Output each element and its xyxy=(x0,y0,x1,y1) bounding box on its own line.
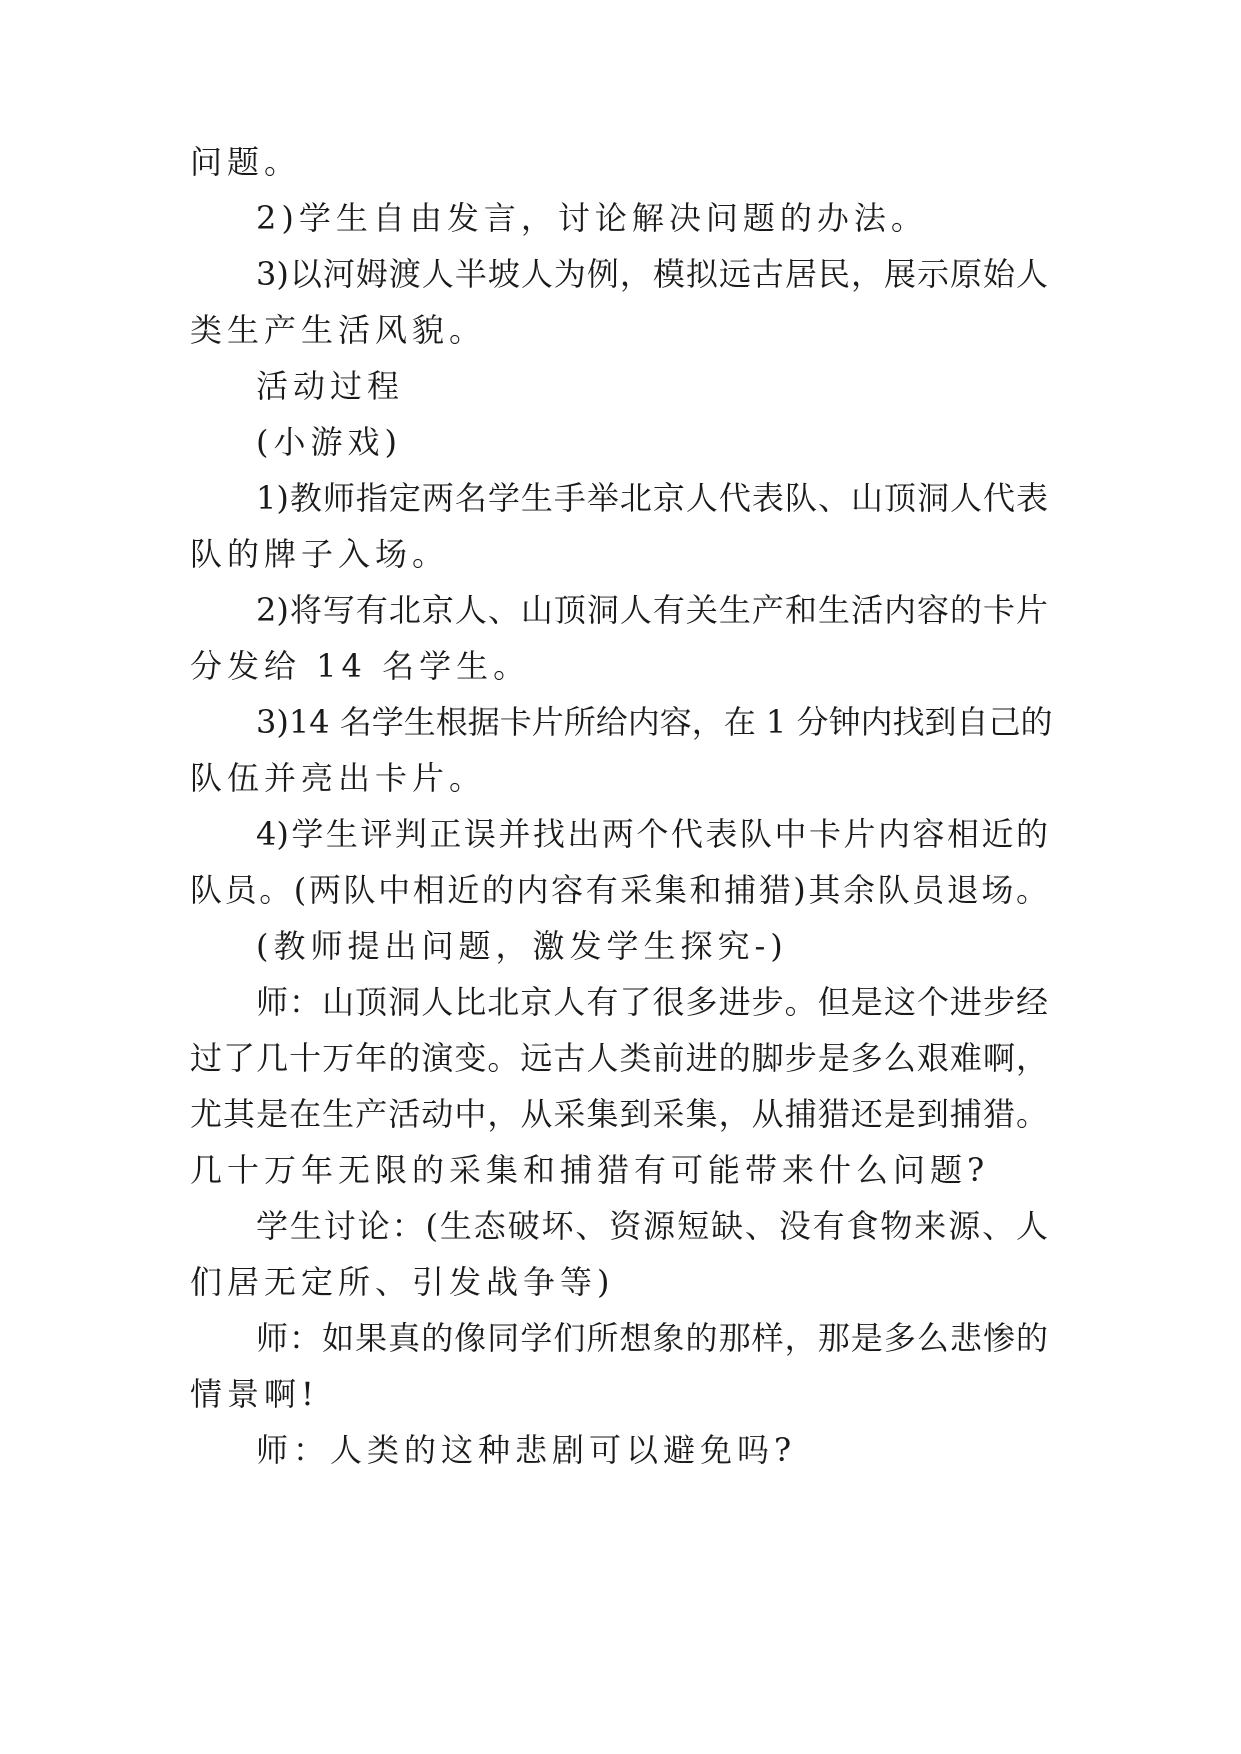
text-line: 师：山顶洞人比北京人有了很多进步。但是这个进步经 xyxy=(256,983,1048,1021)
text-line: 活动过程 xyxy=(256,367,405,405)
text-line: 队的牌子入场。 xyxy=(190,535,450,573)
text-line: 几十万年无限的采集和捕猎有可能带来什么问题? xyxy=(190,1151,990,1189)
text-line: 过了几十万年的演变。远古人类前进的脚步是多么艰难啊， xyxy=(190,1039,1048,1077)
text-line: 2)学生自由发言，讨论解决问题的办法。 xyxy=(256,199,928,237)
text-line: 师：如果真的像同学们所想象的那样，那是多么悲惨的 xyxy=(256,1319,1048,1357)
text-line: 们居无定所、引发战争等) xyxy=(190,1263,615,1301)
text-line: 情景啊! xyxy=(190,1375,319,1413)
text-line: (小游戏) xyxy=(256,423,402,461)
text-line: 问题。 xyxy=(190,143,302,181)
text-line: 3)以河姆渡人半坡人为例，模拟远古居民，展示原始人 xyxy=(256,255,1048,293)
text-line: 1)教师指定两名学生手举北京人代表队、山顶洞人代表 xyxy=(256,479,1048,517)
text-line: 4)学生评判正误并找出两个代表队中卡片内容相近的 xyxy=(256,815,1048,853)
text-line: 2)将写有北京人、山顶洞人有关生产和生活内容的卡片 xyxy=(256,591,1048,629)
text-line: 队伍并亮出卡片。 xyxy=(190,759,487,797)
text-line: (教师提出问题，激发学生探究-) xyxy=(256,927,788,965)
text-line: 尤其是在生产活动中，从采集到采集，从捕猎还是到捕猎。 xyxy=(190,1095,1048,1133)
text-line: 类生产生活风貌。 xyxy=(190,311,487,349)
text-line: 师：人类的这种悲剧可以避免吗? xyxy=(256,1431,797,1469)
text-line: 队员。(两队中相近的内容有采集和捕猎)其余队员退场。 xyxy=(190,871,1048,909)
text-line: 3)14 名学生根据卡片所给内容，在 1 分钟内找到自己的 xyxy=(256,703,1053,741)
text-line: 分发给 14 名学生。 xyxy=(190,647,531,685)
text-line: 学生讨论：(生态破坏、资源短缺、没有食物来源、人 xyxy=(256,1207,1048,1245)
